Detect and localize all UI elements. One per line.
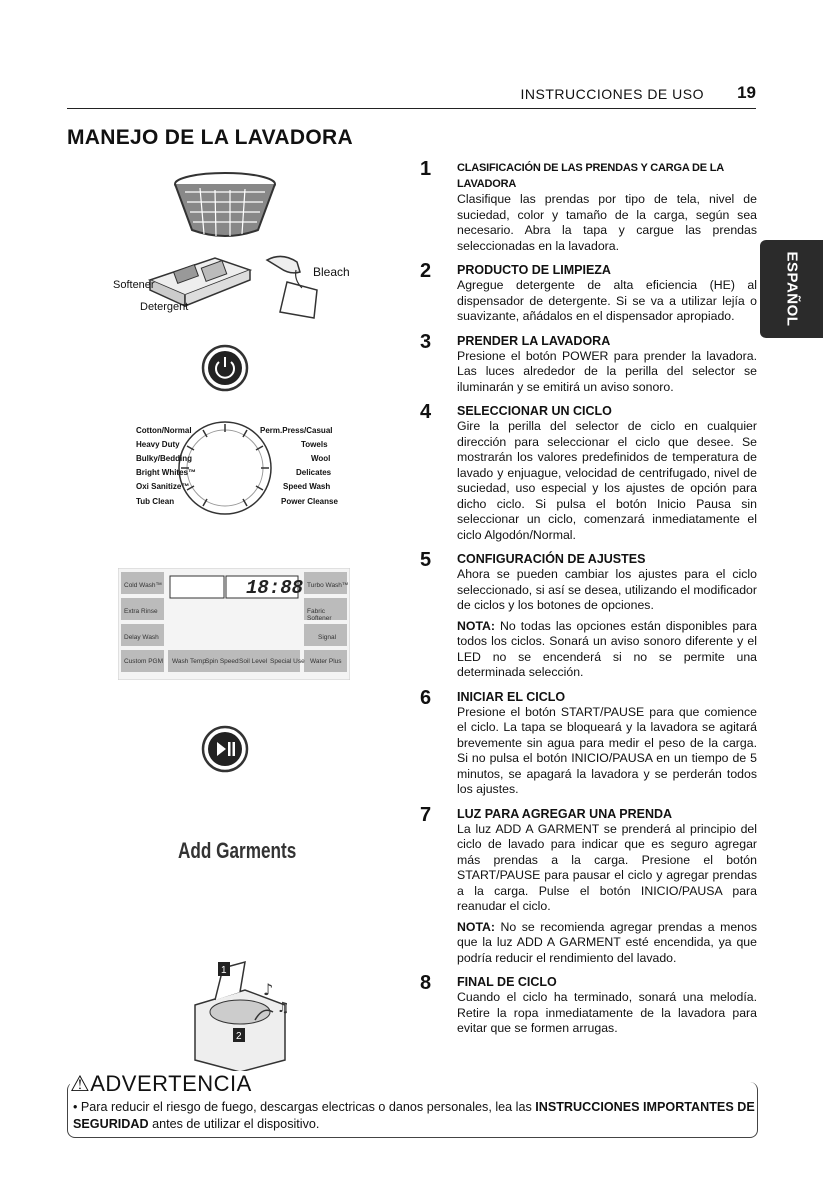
step-number: 1 — [420, 158, 432, 180]
dial-label-tub-clean: Tub Clean — [136, 497, 175, 506]
dial-label-perm-press: Perm.Press/Casual — [260, 426, 333, 435]
panel-custom-pgm: Custom PGM — [124, 658, 164, 665]
page-title: MANEJO DE LA LAVADORA — [67, 126, 353, 149]
svg-text:♪: ♪ — [263, 980, 274, 999]
steps-list — [420, 160, 757, 1045]
panel-fabric-softener: Fabric Softener — [307, 608, 332, 622]
step-text: Clasifique las prendas por tipo de tela, nivel de suciedad, color y tamaño de la carga, según sea necesario. Abra la tapa y cargue las prendas seleccionadas en la lavadora. — [457, 192, 757, 253]
step-title: INICIAR EL CICLO — [457, 689, 566, 704]
step-number: 8 — [420, 972, 432, 994]
step-text: Ahora se pueden cambiar los ajustes para el ciclo seleccionado, si así se desea, utilizando el modificador de ciclos y los botones de opciones. — [457, 567, 757, 612]
panel-soil-level: Soil Level — [239, 658, 268, 665]
panel-wash-temp: Wash Temp. — [172, 658, 208, 665]
svg-text:2: 2 — [236, 1031, 242, 1042]
panel-signal: Signal — [318, 634, 337, 641]
panel-special-use: Special Use — [270, 658, 305, 665]
step-7 — [420, 803, 758, 967]
panel-extra-rinse: Extra Rinse — [124, 608, 158, 615]
step-text: La luz ADD A GARMENT se prenderá al principio del ciclo de lavado para indicar que es seguro agregar más prendas a la carga. Presione el botón START/PAUSE para pausar el ciclo y agregar prendas a la carga. Pulse el botón INICIO/PAUSA para reanudar el ciclo. — [457, 821, 757, 913]
step-title: PRENDER LA LAVADORA — [457, 333, 611, 348]
warning-icon: ⚠ — [70, 1071, 91, 1096]
step-text: Presione el botón START/PAUSE para que comience el ciclo. La tapa se bloqueará y la lavadora se agitará brevemente sin agua para medir el peso de la carga. Si no pulsa el botón INICIO/PAUSA en un tiempo de 5 minutos, se apagará la lavadora y se perderán todos los ajustes. — [457, 704, 757, 796]
step-1 — [420, 160, 757, 254]
dial-label-bright-whites: Bright Whites™ — [136, 468, 196, 477]
dial-label-speed-wash: Speed Wash — [283, 482, 331, 491]
step-number: 6 — [420, 686, 432, 709]
bleach-label: Bleach — [313, 265, 350, 279]
step-number: 2 — [420, 260, 432, 282]
step-4 — [420, 403, 757, 543]
washer-add-garment-illustration — [185, 960, 295, 1075]
dial-label-heavy-duty: Heavy Duty — [136, 440, 180, 449]
step-note — [457, 619, 757, 681]
page-header — [67, 84, 756, 109]
step-8 — [420, 974, 757, 1037]
note-label: NOTA: — [457, 919, 496, 934]
warning-box — [67, 1071, 758, 1138]
step-text: Presione el botón POWER para prender la lavadora. Las luces alrededor de la perilla del selector se iluminarán y se emitirá un aviso sonoro. — [457, 348, 757, 394]
note-text: No se recomienda agregar prendas a menos que la luz ADD A GARMENT esté encendida, ya que podría reducir el rendimiento del lavado. — [457, 919, 758, 965]
panel-spin-speed: Spin Speed — [205, 658, 239, 665]
note-label: NOTA: — [457, 618, 496, 633]
step-title: FINAL DE CICLO — [457, 975, 557, 989]
svg-text:1: 1 — [221, 965, 227, 976]
step-3 — [420, 330, 757, 396]
detergent-label: Detergent — [140, 301, 189, 313]
language-tab: ESPAÑOL — [760, 240, 823, 338]
dial-label-wool: Wool — [311, 454, 331, 463]
step-text: Cuando el ciclo ha terminado, sonará una melodía. Retire la ropa inmediatamente de la lavadora para evitar que se formen arrugas. — [457, 990, 757, 1035]
step-6 — [420, 686, 757, 798]
dial-label-cotton-normal: Cotton/Normal — [136, 426, 192, 435]
panel-display: 18:88 — [246, 577, 304, 599]
step-title: CLASIFICACIÓN DE LAS PRENDAS Y CARGA DE LA LAVADORA — [457, 162, 724, 190]
step-2 — [420, 262, 757, 325]
dial-label-bulky-bedding: Bulky/Bedding — [136, 454, 193, 463]
step-text: Agregue detergente de alta eficiencia (HE) al dispensador de detergente. Si se va a utilizar lejía o suavizante, añádalos en el dispensador apropiado. — [457, 278, 757, 323]
dial-label-power-cleanse: Power Cleanse — [281, 497, 338, 506]
step-title: SELECCIONAR UN CICLO — [457, 404, 612, 418]
panel-turbo-wash: Turbo Wash™ — [307, 582, 349, 589]
laundry-basket-illustration — [170, 170, 280, 240]
panel-water-plus: Water Plus — [310, 658, 342, 665]
step-text: Gire la perilla del selector de ciclo en cualquier dirección para seleccionar el ciclo que desee. Se mostrarán los valores predefinidos de temperatura de lavado y enjuague, velocidad de centrifugado, nivel de suciedad, uso especial y los ajustes de opción para dicho ciclo. Si pulsa el botón Inicio Pausa sin seleccionar un ciclo, comenzará inmediatamente el ciclo Algodón/Normal. — [457, 419, 757, 542]
section-title: INSTRUCCIONES DE USO — [520, 86, 704, 102]
step-5 — [420, 551, 757, 681]
step-number: 5 — [420, 549, 432, 571]
control-panel-illustration — [118, 568, 350, 680]
dial-label-towels: Towels — [301, 440, 328, 449]
step-number: 7 — [420, 803, 432, 826]
start-pause-button-icon — [201, 725, 249, 773]
add-garments-label: Add Garments — [178, 838, 297, 863]
step-title: CONFIGURACIÓN DE AJUSTES — [457, 552, 646, 566]
note-text: No todas las opciones están disponibles para todos los ciclos. Sonará un aviso sonoro diferente y el LED no se encenderá si no se permite una determinada selección. — [457, 618, 757, 679]
power-button-icon — [201, 344, 249, 392]
step-title: LUZ PARA AGREGAR UNA PRENDA — [457, 806, 673, 821]
panel-cold-wash: Cold Wash™ — [124, 582, 163, 589]
warning-text: • Para reducir el riesgo de fuego, descargas electricas o danos personales, lea las INSTRUCCIONES IMPORTANTES DE SEGURIDAD antes de utilizar el dispositivo. — [73, 1100, 755, 1131]
step-note — [457, 920, 757, 967]
page-number: 19 — [737, 83, 756, 102]
panel-delay-wash: Delay Wash — [124, 634, 159, 641]
svg-text:♫: ♫ — [277, 1000, 290, 1016]
step-number: 4 — [420, 401, 432, 423]
step-title: PRODUCTO DE LIMPIEZA — [457, 263, 611, 277]
warning-title: ⚠ADVERTENCIA — [70, 1071, 260, 1097]
dial-label-delicates: Delicates — [296, 468, 332, 477]
step-number: 3 — [420, 330, 432, 353]
bleach-pouring-illustration — [262, 250, 332, 320]
dial-label-oxi-sanitize: Oxi Sanitize™ — [136, 482, 190, 491]
softener-label: Softener — [113, 279, 155, 291]
